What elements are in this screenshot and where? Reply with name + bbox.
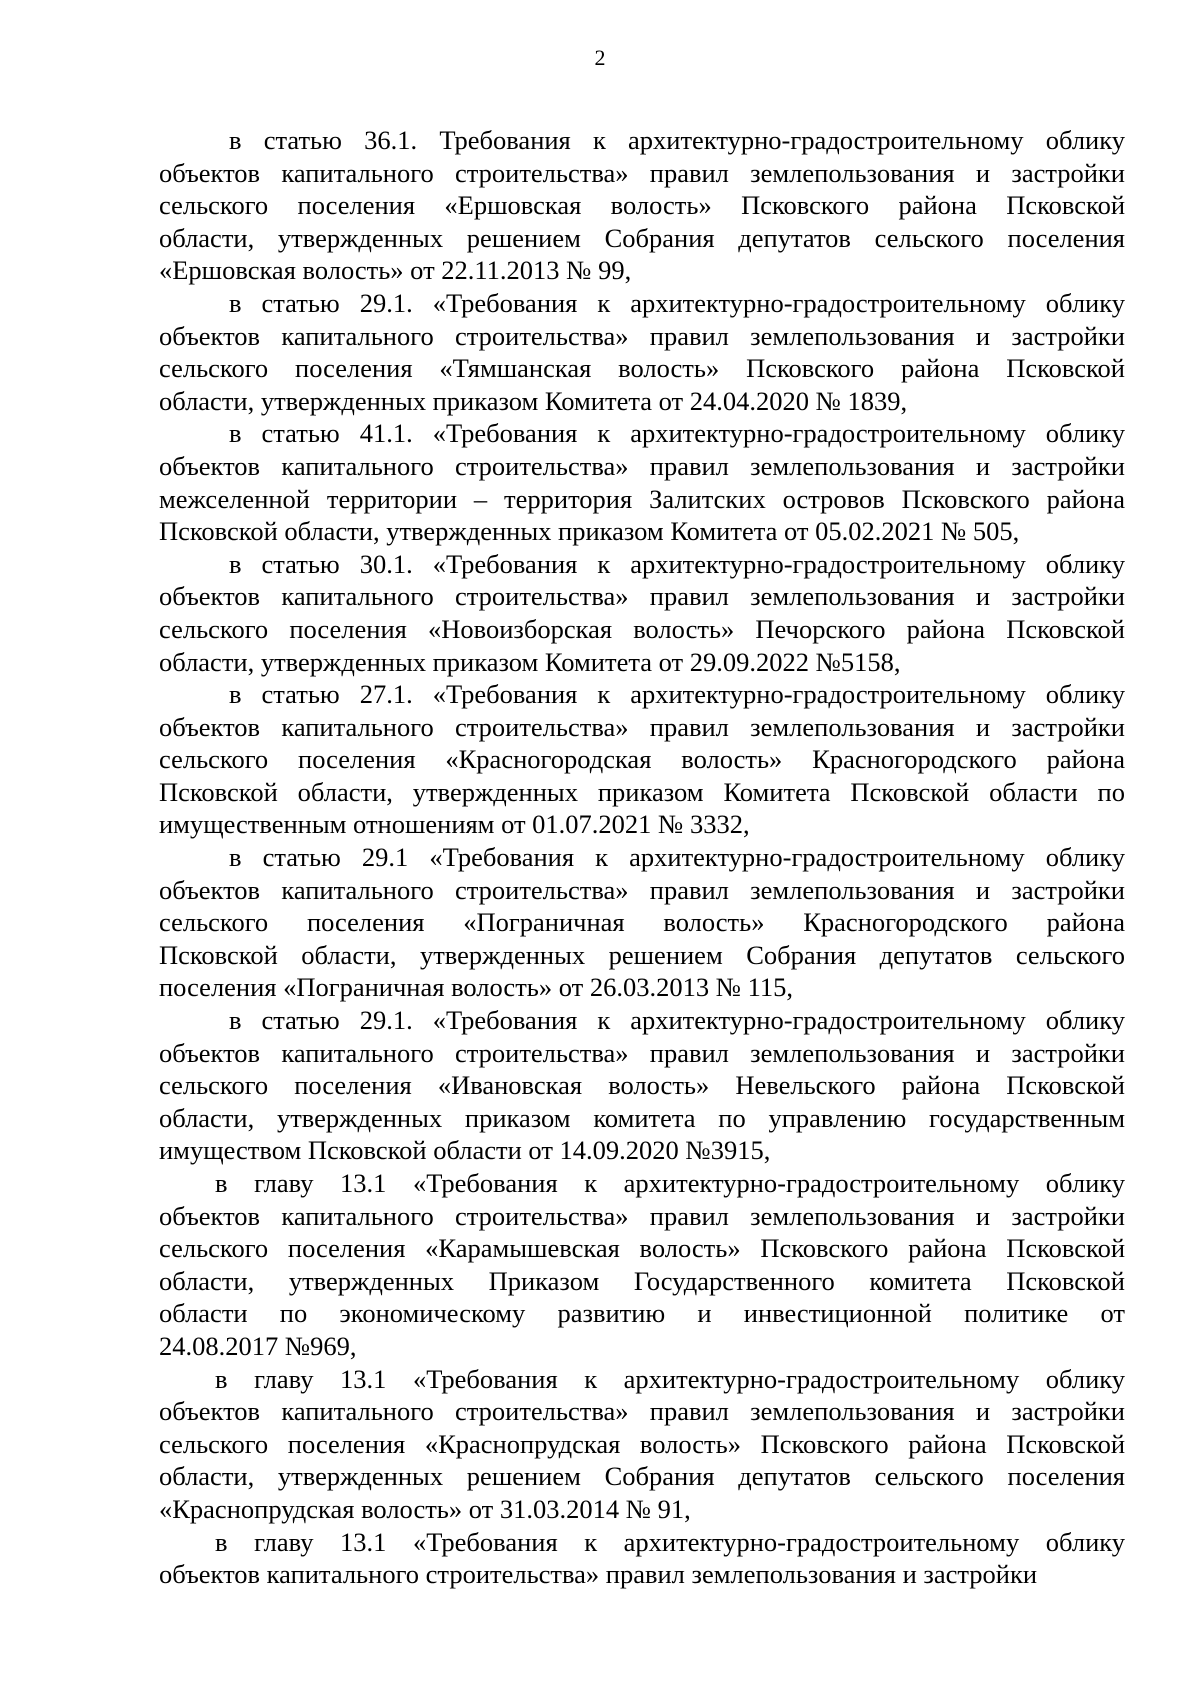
text-line: 24.08.2017 №969, (159, 1330, 357, 1361)
text-line: объектов капитального строительства» правил землепользования и застройки (159, 320, 1125, 351)
text-line: «Ершовская волость» от 22.11.2013 № 99, (159, 255, 632, 286)
text-line: сельского поселения «Красногородская волость» Красногородского района (159, 744, 1125, 775)
text-line: сельского поселения «Тямшанская волость» Псковского района Псковской (159, 353, 1125, 384)
text-line: объектов капитального строительства» правил землепользования и застройки (159, 1559, 1038, 1590)
text-line: объектов капитального строительства» правил землепользования и застройки (159, 450, 1125, 481)
text-line: области, утвержденных Приказом Государственного комитета Псковской (159, 1265, 1125, 1296)
paragraph (159, 548, 1125, 678)
paragraph (159, 1526, 1125, 1591)
text-line: объектов капитального строительства» правил землепользования и застройки (159, 874, 1125, 905)
paragraph (159, 417, 1125, 547)
paragraph (159, 1363, 1125, 1526)
text-line: объектов капитального строительства» правил землепользования и застройки (159, 157, 1125, 188)
text-line: в статью 41.1. «Требования к архитектурно-градостроительному облику (229, 418, 1125, 449)
text-line: в статью 27.1. «Требования к архитектурно-градостроительному облику (229, 679, 1125, 710)
text-line: сельского поселения «Ершовская волость» Псковского района Псковской (159, 190, 1125, 221)
text-line: Псковской области, утвержденных приказом Комитета от 05.02.2021 № 505, (159, 516, 1020, 547)
text-line: в статью 36.1. Требования к архитектурно-градостроительному облику (229, 125, 1125, 155)
text-line: объектов капитального строительства» правил землепользования и застройки (159, 1396, 1125, 1427)
text-line: сельского поселения «Краснопрудская волость» Псковского района Псковской (159, 1428, 1125, 1459)
text-line: области, утвержденных решением Собрания депутатов сельского поселения (159, 222, 1125, 253)
text-line: сельского поселения «Ивановская волость» Невельского района Псковской (159, 1070, 1125, 1101)
text-line: Псковской области, утвержденных приказом Комитета Псковской области по (159, 776, 1125, 807)
text-line: объектов капитального строительства» правил землепользования и застройки (159, 1200, 1125, 1231)
text-line: объектов капитального строительства» правил землепользования и застройки (159, 711, 1125, 742)
text-line: объектов капитального строительства» правил землепользования и застройки (159, 581, 1125, 612)
text-line: области, утвержденных приказом Комитета от 24.04.2020 № 1839, (159, 385, 908, 416)
paragraph (159, 1167, 1125, 1363)
paragraph (159, 1004, 1125, 1167)
paragraph (159, 124, 1125, 287)
text-line: межселенной территории – территория Залитских островов Псковского района (159, 483, 1125, 514)
text-line: имущественным отношениям от 01.07.2021 № 3332, (159, 809, 750, 840)
document-body (159, 124, 1125, 1591)
text-line: поселения «Пограничная волость» от 26.03.2013 № 115, (159, 972, 794, 1003)
text-line: в главу 13.1 «Требования к архитектурно-градостроительному облику (215, 1526, 1125, 1557)
text-line: в статью 29.1. «Требования к архитектурно-градостроительному облику (229, 1005, 1125, 1036)
text-line: в главу 13.1 «Требования к архитектурно-градостроительному облику (215, 1363, 1125, 1394)
text-line: сельского поселения «Карамышевская волость» Псковского района Псковской (159, 1233, 1125, 1264)
paragraph (159, 287, 1125, 417)
text-line: области, утвержденных решением Собрания депутатов сельского поселения (159, 1461, 1125, 1492)
text-line: в главу 13.1 «Требования к архитектурно-градостроительному облику (215, 1168, 1125, 1198)
paragraph (159, 841, 1125, 1004)
text-line: в статью 29.1 «Требования к архитектурно-градостроительному облику (229, 842, 1125, 873)
text-line: объектов капитального строительства» правил землепользования и застройки (159, 1037, 1125, 1068)
page-number: 2 (594, 45, 606, 70)
text-line: имуществом Псковской области от 14.09.2020 №3915, (159, 1135, 771, 1166)
text-line: в статью 29.1. «Требования к архитектурно-градостроительному облику (229, 287, 1125, 318)
text-line: сельского поселения «Новоизборская волость» Печорского района Псковской (159, 613, 1125, 644)
text-line: сельского поселения «Пограничная волость» Красногородского района (159, 907, 1125, 938)
text-line: области, утвержденных приказом Комитета от 29.09.2022 №5158, (159, 646, 901, 677)
text-line: Псковской области, утвержденных решением Собрания депутатов сельского (159, 939, 1125, 970)
text-line: в статью 30.1. «Требования к архитектурно-градостроительному облику (229, 548, 1125, 579)
paragraph (159, 678, 1125, 841)
text-line: области, утвержденных приказом комитета по управлению государственным (159, 1102, 1125, 1133)
text-line: «Краснопрудская волость» от 31.03.2014 № 91, (159, 1493, 691, 1524)
text-line: области по экономическому развитию и инвестиционной политике от (159, 1298, 1125, 1329)
